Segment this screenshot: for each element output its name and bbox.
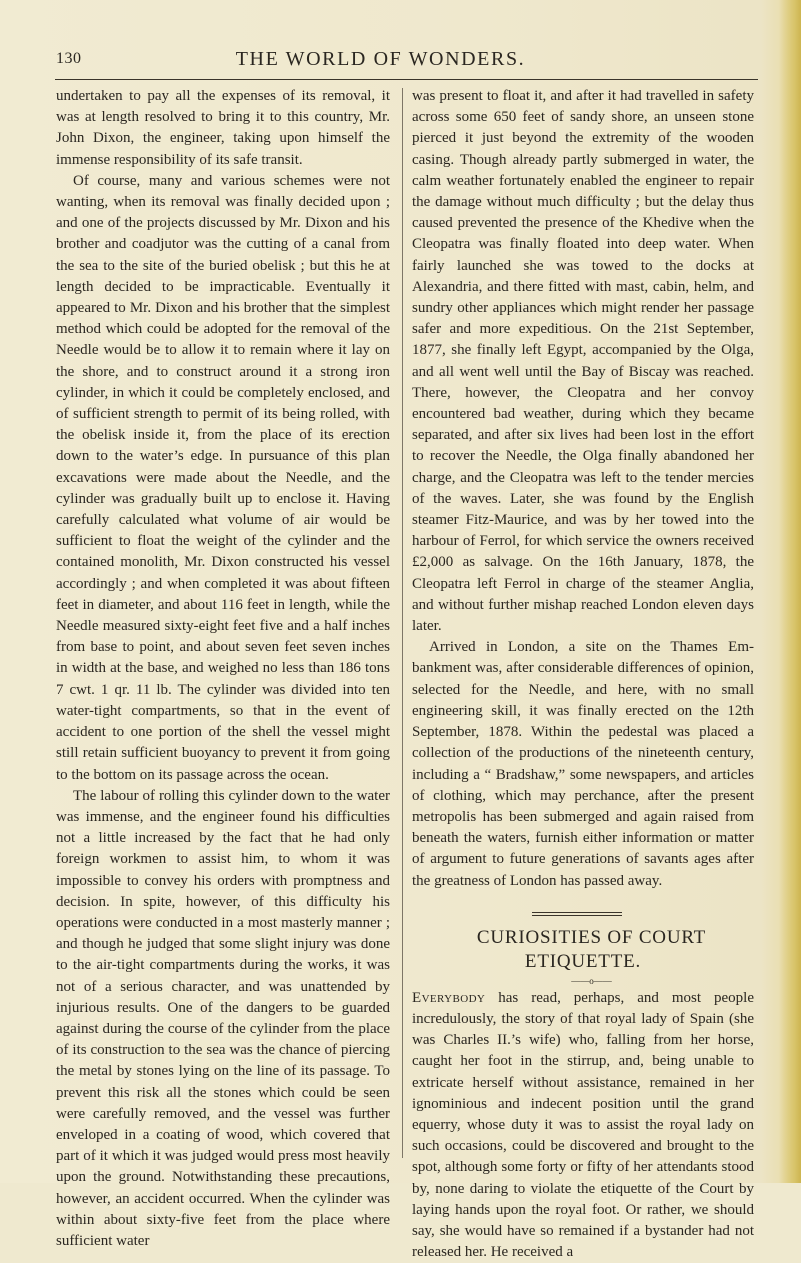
running-title: THE WORLD OF WONDERS. <box>235 48 526 70</box>
section-body: has read, perhaps, and most people incredulously, the story of that royal lady of Spain (she was Charles II.’s wife) who, falling from her horse, caught her foot in the stirrup, and, being unable to extricate herself without assistance, remained in her ignominious and indecent position until the grand equerry, whose duty it was to assist the royal lady on such occasions, could be discovered and brought to the spot, although some forty or fifty of her attendants stood by, none daring to violate the etiquette of the Court by laying hands upon the royal foot. Or rather, we should say, she would have so remained if a bystander had not released her. He received a <box>412 989 754 1261</box>
paragraph: was present to float it, and after it had travelled in safety across some 650 feet of sandy shore, an unseen stone pierced it just beyond the extremity of the wooden casing. Though already partly submerged in water, the calm weather fortunately enabled the engineer to repair the damage without much difficulty ; but the delay thus caused prevented the presence of the Khedive when the Cleopatra was finally floated into deep water. When fairly launched she was towed to the docks at Alexandria, and there fitted with mast, cabin, helm, and sundry other appliances which might render her passage safer and more expeditious. On the 21st September, 1877, she finally left Egypt, accompanied by the Olga, and all went well until the Bay of Biscay was reached. There, however, the Cleopatra and her convoy encountered bad weather, during which they became separated, and after six lives had been lost in the effort to recover the Needle, the Olga finally abandoned her charge, and the Cleopatra was left to the tender mercies of the waves. Later, she was found by the English steamer Fitz-Maurice, and was by her towed into the harbour of Ferrol, for which service the owners received £2,000 as salvage. On the 16th January, 1878, the Cleopatra left Ferrol in charge of the steamer Anglia, and without further mishap reached London eleven days later. <box>412 88 754 635</box>
header-rule <box>55 79 758 80</box>
right-column <box>412 86 754 1263</box>
section-separator <box>412 896 754 926</box>
lead-word: Everybody <box>412 989 486 1006</box>
page-edge <box>779 0 801 1183</box>
section-title: CURIOSITIES OF COURT ETIQUETTE. <box>476 926 707 972</box>
paragraph: undertaken to pay all the expenses of its removal, it was at length resolved to bring it to this country, Mr. John Dixon, the engineer, taking upon himself the immense responsibility of its safe transit. <box>56 88 390 168</box>
ornament: ——o—— <box>571 975 612 986</box>
section-paragraph <box>412 988 754 1263</box>
page-number: 130 <box>56 50 82 67</box>
paragraph: The labour of rolling this cylinder down to the water was immense, and the engineer found his difficulties not a little increased by the fact that he had only foreign workmen to assist him, to whom it was impossible to convey his orders with promptness and decision. In spite, however, of this difficulty his operations were conducted in a most masterly manner ; and though he judged that some slight injury was done to the air-tight compartments during the works, it was not of a serious character, and was unattended by injurious results. One of the dangers to be guarded against during the course of the cylinder from the place of its construction to the sea was the chance of piercing the metal by stones lying on the line of its passage. To prevent this risk all the stones which could be seen were carefully removed, and the vessel was further enveloped in a coating of wood, which covered that part of it which it was judged would press most heavily upon the ground. Notwithstanding these precautions, however, an accident occurred. When the cylinder was within about sixty-five feet from the place where sufficient water <box>56 787 390 1249</box>
paragraph: Arrived in London, a site on the Thames Embankment was, after considerable differences of opinion, selected for the Needle, and here, with no small engineering skill, it was finally erected on the 12th September, 1878. Within the pedestal was placed a collection of the productions of the nineteenth century, including a “ Bradshaw,” some newspapers, and articles of clothing, which may perchance, after the present metropolis has been submerged and again raised from beneath the waters, furnish either information or matter of argument to future generations of savants ages after the greatness of London has passed away. <box>412 639 754 889</box>
column-divider <box>402 88 403 1158</box>
paragraph: Of course, many and various schemes were not wanting, when its removal was finally decided upon ; and one of the projects discussed by Mr. Dixon and his brother and coadjutor was the cutting of a canal from the sea to the site of the buried obelisk ; but this he at length decided to be impracticable. Eventually it appeared to Mr. Dixon and his brother that the simplest method which could be adopted for the removal of the Needle would be to allow it to remain where it lay on the shore, and to construct around it a strong iron cylinder, in which it could be completely enclosed, and of sufficient strength to permit of its being rolled, with the obelisk inside it, from the place of its erection down to the water’s edge. In pursuance of this plan excavations were made about the Needle, and the cylinder was gradually built up to enclose it. Having carefully calculated what volume of air would be sufficient to float the weight of the cylinder and the contained monolith, Mr. Dixon constructed his vessel accordingly ; and when completed it was about fifteen feet in diameter, and about 116 feet in length, while the Needle measured sixty-eight feet five and a half inches from base to point, and about seven feet seven inches in width at the base, and weighed no less than 186 tons 7 cwt. 1 qr. 11 lb. The cylinder was divided into ten water-tight compartments, so that in the event of accident to one portion of the shell the vessel might still retain sufficient buoyancy to prevent it from going to the bottom on its passage across the ocean. <box>56 172 390 783</box>
left-column <box>56 86 390 1252</box>
